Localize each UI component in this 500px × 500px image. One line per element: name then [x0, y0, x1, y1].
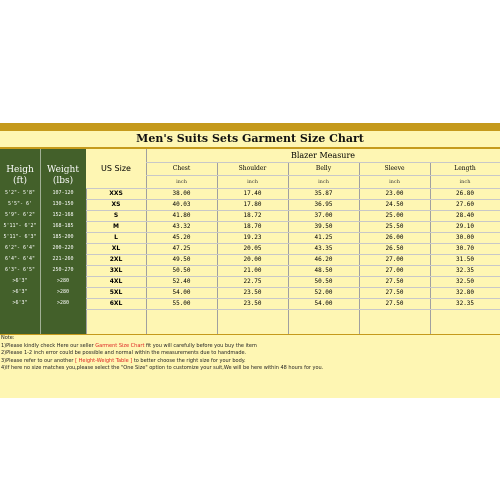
- notes-section: [0, 334, 500, 398]
- shoulder-cell: 19.23: [243, 234, 262, 241]
- table-row: [86, 265, 500, 276]
- note-2: 2)Please 1-2 inch error could be possible and normal within the measurements due to handmade.: [1, 350, 247, 356]
- height-cell: 5'2"- 5'8": [4, 190, 36, 196]
- size-cell: 5XL: [109, 289, 123, 296]
- weight-cell: 250-270: [52, 267, 74, 273]
- chest-cell: 49.50: [172, 256, 191, 263]
- chest-cell: 45.20: [172, 234, 191, 241]
- size-chart-link[interactable]: Garment Size Chart: [95, 342, 145, 349]
- table-row: [86, 210, 500, 221]
- unit-label: inch: [247, 178, 258, 185]
- note-text: to better choose the right size for your body.: [132, 357, 246, 364]
- shoulder-cell: 23.50: [243, 289, 262, 296]
- size-cell: 2XL: [109, 256, 123, 263]
- sleeve-cell: 27.50: [385, 278, 404, 285]
- weight-cell: >280: [56, 289, 70, 295]
- belly-cell: 39.50: [314, 223, 333, 230]
- table-row: [86, 276, 500, 287]
- table-row: [86, 298, 500, 309]
- height-weight-table-link[interactable]: [ Height-Weight Table ]: [75, 357, 133, 364]
- shoulder-cell: 17.80: [243, 201, 262, 208]
- height-header: Heigh (ft): [6, 165, 34, 186]
- height-weight-panel: [0, 149, 86, 334]
- length-cell: 30.70: [455, 245, 475, 252]
- chest-cell: 54.00: [172, 289, 191, 296]
- chest-cell: 38.00: [172, 190, 191, 197]
- weight-cell: 200-220: [52, 245, 74, 251]
- shoulder-cell: 20.05: [243, 245, 262, 252]
- grid-line: [86, 309, 500, 310]
- height-weight-row: [0, 232, 86, 243]
- length-cell: 27.60: [455, 201, 475, 208]
- column-header-length: Length: [454, 165, 476, 172]
- note-text: fit you will carefully before you buy the item: [144, 342, 257, 349]
- unit-label: inch: [459, 178, 471, 185]
- length-cell: 32.80: [455, 289, 475, 296]
- note-text: 1)Please kindly check Here our seller: [1, 342, 96, 349]
- table-row: [86, 199, 500, 210]
- chest-cell: 55.00: [172, 300, 191, 307]
- shoulder-cell: 23.50: [243, 300, 262, 307]
- belly-cell: 35.87: [314, 190, 333, 197]
- sleeve-cell: 27.50: [385, 300, 404, 307]
- height-cell: 6'3"- 6'5": [4, 267, 36, 273]
- height-cell: 5'11"- 6'3": [3, 234, 37, 240]
- unit-label: inch: [389, 178, 400, 185]
- chest-cell: 52.40: [172, 278, 191, 285]
- length-cell: 28.40: [455, 212, 475, 219]
- length-cell: 29.10: [455, 223, 475, 230]
- note-4: 4)If here no size matches you,please select the "One Size" option to customize your suit,We will be here within 48 hours for you.: [1, 365, 324, 371]
- sleeve-cell: 23.00: [385, 190, 404, 197]
- height-weight-row: [0, 210, 86, 221]
- weight-cell: >280: [56, 278, 70, 284]
- length-cell: 32.35: [455, 267, 475, 274]
- blazer-measure-header: Blazer Measure: [290, 151, 356, 160]
- height-weight-row: [0, 221, 86, 232]
- note-text: 3)Please refer to our another: [1, 357, 76, 364]
- table-row: [86, 221, 500, 232]
- height-cell: 5'11"- 6'2": [3, 223, 37, 229]
- height-weight-row: [0, 199, 86, 210]
- height-weight-row: [0, 265, 86, 276]
- height-cell: >6'3": [12, 300, 28, 306]
- length-cell: 32.50: [455, 278, 475, 285]
- chest-cell: 40.03: [172, 201, 191, 208]
- height-weight-row: [0, 276, 86, 287]
- size-cell: 3XL: [109, 267, 123, 274]
- us-size-header: US Size: [86, 149, 146, 188]
- sleeve-cell: 27.50: [385, 289, 404, 296]
- length-cell: 32.35: [455, 300, 475, 307]
- chest-cell: 43.32: [172, 223, 191, 230]
- table-row: [86, 232, 500, 243]
- sleeve-cell: 26.50: [385, 245, 404, 252]
- weight-cell: 168-185: [52, 223, 74, 229]
- belly-cell: 41.25: [314, 234, 333, 241]
- length-cell: 26.80: [455, 190, 475, 197]
- length-cell: 31.50: [455, 256, 475, 263]
- size-cell: L: [114, 234, 118, 241]
- chest-cell: 41.80: [172, 212, 191, 219]
- belly-cell: 54.00: [314, 300, 333, 307]
- length-cell: 30.00: [455, 234, 475, 241]
- weight-cell: >280: [56, 300, 70, 306]
- unit-label: inch: [176, 178, 187, 185]
- weight-cell: 185-200: [52, 234, 74, 240]
- sleeve-cell: 24.50: [385, 201, 404, 208]
- belly-cell: 37.00: [314, 212, 333, 219]
- column-header-sleeve: Sleeve: [384, 165, 405, 172]
- chest-cell: 47.25: [172, 245, 191, 252]
- belly-cell: 46.20: [314, 256, 333, 263]
- column-header-chest: Chest: [172, 165, 191, 172]
- belly-cell: 48.50: [314, 267, 333, 274]
- height-cell: >6'3": [12, 278, 28, 284]
- height-cell: 6'4"- 6'4": [4, 256, 36, 262]
- height-cell: >6'3": [12, 289, 28, 295]
- belly-cell: 50.50: [314, 278, 333, 285]
- height-weight-row: [0, 287, 86, 298]
- size-cell: M: [113, 223, 119, 230]
- table-row: [86, 188, 500, 199]
- size-chart: [0, 123, 500, 397]
- belly-cell: 36.95: [314, 201, 333, 208]
- weight-header: Weight (lbs): [47, 165, 79, 186]
- table-row: [86, 243, 500, 254]
- weight-cell: 107-120: [52, 190, 74, 196]
- height-weight-row: [0, 188, 86, 199]
- height-cell: 6'2"- 6'4": [4, 245, 36, 251]
- table-row: [86, 287, 500, 298]
- weight-cell: 152-168: [52, 212, 74, 218]
- title-bar: [0, 123, 500, 149]
- sleeve-cell: 26.00: [385, 234, 404, 241]
- weight-cell: 130-150: [52, 201, 74, 207]
- height-cell: 5'5"- 6': [7, 201, 33, 207]
- belly-cell: 43.35: [314, 245, 333, 252]
- sleeve-cell: 27.00: [385, 256, 404, 263]
- height-weight-row: [0, 243, 86, 254]
- shoulder-cell: 18.70: [243, 223, 262, 230]
- note-1: [1, 343, 500, 351]
- note-3: [1, 358, 500, 366]
- notes-heading: Note:: [1, 335, 15, 341]
- height-weight-row: [0, 298, 86, 309]
- chest-cell: 50.50: [172, 267, 191, 274]
- size-cell: XS: [111, 201, 121, 208]
- size-cell: XL: [111, 245, 121, 252]
- divider: [40, 149, 41, 334]
- shoulder-cell: 20.00: [243, 256, 262, 263]
- unit-label: inch: [318, 178, 329, 185]
- column-header-shoulder: Shoulder: [238, 165, 267, 172]
- size-cell: XXS: [109, 190, 123, 197]
- sleeve-cell: 25.00: [385, 212, 404, 219]
- chart-title: Men's Suits Sets Garment Size Chart: [0, 131, 500, 147]
- weight-cell: 221-260: [52, 256, 74, 262]
- height-cell: 5'9"- 6'2": [4, 212, 36, 218]
- size-cell: S: [113, 212, 119, 219]
- belly-cell: 52.00: [314, 289, 333, 296]
- sleeve-cell: 25.50: [385, 223, 404, 230]
- column-header-belly: Belly: [315, 165, 332, 172]
- shoulder-cell: 17.40: [243, 190, 262, 197]
- size-cell: 4XL: [109, 278, 123, 285]
- size-cell: 6XL: [109, 300, 123, 307]
- table-row: [86, 254, 500, 265]
- height-weight-row: [0, 254, 86, 265]
- shoulder-cell: 18.72: [243, 212, 262, 219]
- shoulder-cell: 21.00: [243, 267, 262, 274]
- sleeve-cell: 27.00: [385, 267, 404, 274]
- shoulder-cell: 22.75: [243, 278, 262, 285]
